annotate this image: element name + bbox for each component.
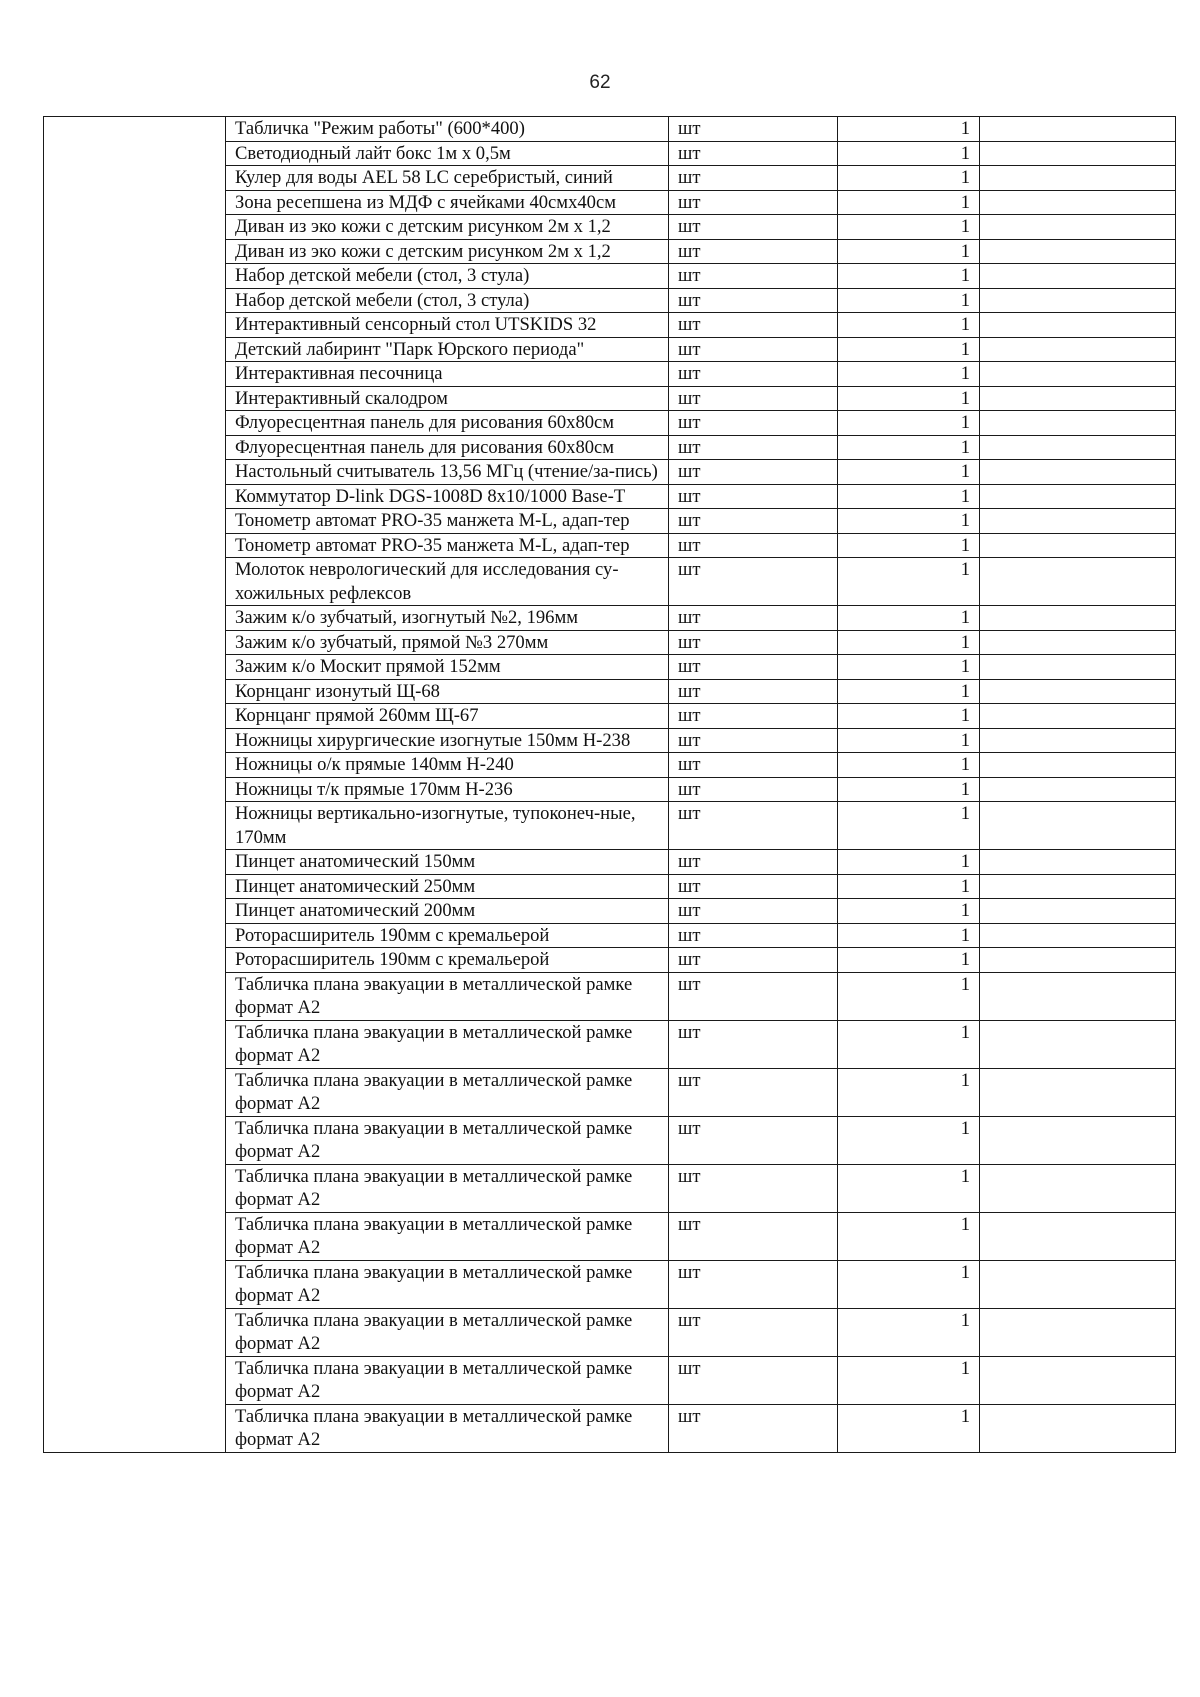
item-qty-cell: 1	[838, 802, 980, 850]
items-table-body	[44, 117, 1176, 1453]
item-note-cell	[980, 460, 1176, 485]
item-name-cell: Тонометр автомат PRO-35 манжета M-L, адап-тер	[226, 509, 669, 534]
item-unit-cell: шт	[669, 923, 838, 948]
item-unit-cell: шт	[669, 972, 838, 1020]
item-unit-cell: шт	[669, 1116, 838, 1164]
item-name-cell: Пинцет анатомический 150мм	[226, 850, 669, 875]
item-qty-cell: 1	[838, 1020, 980, 1068]
item-unit-cell: шт	[669, 1356, 838, 1404]
item-name-cell: Кулер для воды AEL 58 LC серебристый, синий	[226, 166, 669, 191]
item-unit-cell: шт	[669, 948, 838, 973]
item-note-cell	[980, 141, 1176, 166]
item-qty-cell: 1	[838, 166, 980, 191]
item-name-cell: Интерактивная песочница	[226, 362, 669, 387]
item-qty-cell: 1	[838, 411, 980, 436]
item-name-cell: Диван из эко кожи с детским рисунком 2м х 1,2	[226, 239, 669, 264]
item-qty-cell: 1	[838, 1212, 980, 1260]
item-name-cell: Табличка плана эвакуации в металлической рамке формат А2	[226, 1164, 669, 1212]
item-qty-cell: 1	[838, 386, 980, 411]
item-note-cell	[980, 630, 1176, 655]
item-qty-cell: 1	[838, 972, 980, 1020]
item-unit-cell: шт	[669, 337, 838, 362]
item-unit-cell: шт	[669, 288, 838, 313]
item-qty-cell: 1	[838, 509, 980, 534]
item-unit-cell: шт	[669, 166, 838, 191]
item-name-cell: Пинцет анатомический 250мм	[226, 874, 669, 899]
item-qty-cell: 1	[838, 264, 980, 289]
item-name-cell: Диван из эко кожи с детским рисунком 2м х 1,2	[226, 215, 669, 240]
item-unit-cell: шт	[669, 704, 838, 729]
item-qty-cell: 1	[838, 190, 980, 215]
item-qty-cell: 1	[838, 141, 980, 166]
item-unit-cell: шт	[669, 362, 838, 387]
item-unit-cell: шт	[669, 753, 838, 778]
item-name-cell: Корнцанг изонутый Щ-68	[226, 679, 669, 704]
item-note-cell	[980, 386, 1176, 411]
item-qty-cell: 1	[838, 337, 980, 362]
item-qty-cell: 1	[838, 1164, 980, 1212]
item-note-cell	[980, 1068, 1176, 1116]
item-note-cell	[980, 313, 1176, 338]
item-qty-cell: 1	[838, 1308, 980, 1356]
item-qty-cell: 1	[838, 558, 980, 606]
item-note-cell	[980, 190, 1176, 215]
item-note-cell	[980, 923, 1176, 948]
item-note-cell	[980, 728, 1176, 753]
item-name-cell: Табличка плана эвакуации в металлической рамке формат А2	[226, 1020, 669, 1068]
item-name-cell: Интерактивный скалодром	[226, 386, 669, 411]
item-note-cell	[980, 484, 1176, 509]
item-unit-cell: шт	[669, 215, 838, 240]
item-unit-cell: шт	[669, 386, 838, 411]
item-qty-cell: 1	[838, 1116, 980, 1164]
item-note-cell	[980, 533, 1176, 558]
item-unit-cell: шт	[669, 484, 838, 509]
item-unit-cell: шт	[669, 1308, 838, 1356]
item-name-cell: Набор детской мебели (стол, 3 стула)	[226, 288, 669, 313]
item-unit-cell: шт	[669, 1404, 838, 1452]
item-unit-cell: шт	[669, 117, 838, 142]
item-qty-cell: 1	[838, 239, 980, 264]
item-name-cell: Ножницы вертикально-изогнутые, тупоконеч-ные, 170мм	[226, 802, 669, 850]
item-name-cell: Роторасширитель 190мм с кремальерой	[226, 923, 669, 948]
item-unit-cell: шт	[669, 777, 838, 802]
item-qty-cell: 1	[838, 630, 980, 655]
item-unit-cell: шт	[669, 655, 838, 680]
item-qty-cell: 1	[838, 923, 980, 948]
item-note-cell	[980, 704, 1176, 729]
item-note-cell	[980, 166, 1176, 191]
item-qty-cell: 1	[838, 948, 980, 973]
item-unit-cell: шт	[669, 460, 838, 485]
item-name-cell: Детский лабиринт "Парк Юрского периода"	[226, 337, 669, 362]
item-note-cell	[980, 679, 1176, 704]
item-name-cell: Набор детской мебели (стол, 3 стула)	[226, 264, 669, 289]
item-unit-cell: шт	[669, 533, 838, 558]
item-name-cell: Настольный считыватель 13,56 МГц (чтение/за-пись)	[226, 460, 669, 485]
item-qty-cell: 1	[838, 606, 980, 631]
item-unit-cell: шт	[669, 313, 838, 338]
page-number: 62	[589, 72, 611, 93]
item-qty-cell: 1	[838, 777, 980, 802]
item-name-cell: Табличка плана эвакуации в металлической рамке формат А2	[226, 1356, 669, 1404]
item-note-cell	[980, 362, 1176, 387]
item-name-cell: Флуоресцентная панель для рисования 60х80см	[226, 435, 669, 460]
item-name-cell: Светодиодный лайт бокс 1м х 0,5м	[226, 141, 669, 166]
items-table	[43, 116, 1176, 1453]
item-note-cell	[980, 850, 1176, 875]
item-qty-cell: 1	[838, 362, 980, 387]
item-name-cell: Молоток неврологический для исследования су-хожильных рефлексов	[226, 558, 669, 606]
item-note-cell	[980, 509, 1176, 534]
item-name-cell: Табличка "Режим работы" (600*400)	[226, 117, 669, 142]
item-qty-cell: 1	[838, 460, 980, 485]
item-note-cell	[980, 239, 1176, 264]
item-note-cell	[980, 655, 1176, 680]
item-name-cell: Табличка плана эвакуации в металлической рамке формат А2	[226, 1212, 669, 1260]
item-note-cell	[980, 117, 1176, 142]
item-note-cell	[980, 1212, 1176, 1260]
item-unit-cell: шт	[669, 1164, 838, 1212]
item-qty-cell: 1	[838, 899, 980, 924]
item-unit-cell: шт	[669, 728, 838, 753]
item-name-cell: Зажим к/о зубчатый, изогнутый №2, 196мм	[226, 606, 669, 631]
item-qty-cell: 1	[838, 728, 980, 753]
item-name-cell: Табличка плана эвакуации в металлической рамке формат А2	[226, 1068, 669, 1116]
item-name-cell: Зажим к/о Москит прямой 152мм	[226, 655, 669, 680]
item-name-cell: Тонометр автомат PRO-35 манжета M-L, адап-тер	[226, 533, 669, 558]
item-note-cell	[980, 1356, 1176, 1404]
item-qty-cell: 1	[838, 288, 980, 313]
item-unit-cell: шт	[669, 606, 838, 631]
item-qty-cell: 1	[838, 117, 980, 142]
item-unit-cell: шт	[669, 874, 838, 899]
item-note-cell	[980, 948, 1176, 973]
item-name-cell: Зажим к/о зубчатый, прямой №3 270мм	[226, 630, 669, 655]
item-unit-cell: шт	[669, 1212, 838, 1260]
item-name-cell: Пинцет анатомический 200мм	[226, 899, 669, 924]
item-unit-cell: шт	[669, 1068, 838, 1116]
item-name-cell: Табличка плана эвакуации в металлической рамке формат А2	[226, 1404, 669, 1452]
item-name-cell: Табличка плана эвакуации в металлической рамке формат А2	[226, 1308, 669, 1356]
item-qty-cell: 1	[838, 1068, 980, 1116]
item-qty-cell: 1	[838, 1260, 980, 1308]
item-note-cell	[980, 337, 1176, 362]
item-name-cell: Ножницы о/к прямые 140мм Н-240	[226, 753, 669, 778]
item-qty-cell: 1	[838, 753, 980, 778]
item-unit-cell: шт	[669, 411, 838, 436]
item-name-cell: Флуоресцентная панель для рисования 60х80см	[226, 411, 669, 436]
item-note-cell	[980, 264, 1176, 289]
item-name-cell: Табличка плана эвакуации в металлической рамке формат А2	[226, 972, 669, 1020]
item-unit-cell: шт	[669, 899, 838, 924]
item-note-cell	[980, 606, 1176, 631]
item-note-cell	[980, 288, 1176, 313]
item-qty-cell: 1	[838, 1356, 980, 1404]
item-note-cell	[980, 558, 1176, 606]
item-unit-cell: шт	[669, 141, 838, 166]
item-unit-cell: шт	[669, 435, 838, 460]
item-note-cell	[980, 435, 1176, 460]
item-unit-cell: шт	[669, 630, 838, 655]
item-name-cell: Зона ресепшена из МДФ с ячейками 40смх40см	[226, 190, 669, 215]
item-note-cell	[980, 1164, 1176, 1212]
item-name-cell: Коммутатор D-link DGS-1008D 8x10/1000 Base-T	[226, 484, 669, 509]
item-name-cell: Ножницы т/к прямые 170мм Н-236	[226, 777, 669, 802]
item-name-cell: Интерактивный сенсорный стол UTSKIDS 32	[226, 313, 669, 338]
item-qty-cell: 1	[838, 1404, 980, 1452]
item-qty-cell: 1	[838, 484, 980, 509]
item-name-cell: Корнцанг прямой 260мм Щ-67	[226, 704, 669, 729]
item-unit-cell: шт	[669, 264, 838, 289]
item-qty-cell: 1	[838, 533, 980, 558]
item-note-cell	[980, 1260, 1176, 1308]
item-note-cell	[980, 215, 1176, 240]
item-unit-cell: шт	[669, 558, 838, 606]
table-row	[44, 117, 1176, 142]
item-unit-cell: шт	[669, 190, 838, 215]
item-unit-cell: шт	[669, 802, 838, 850]
item-name-cell: Роторасширитель 190мм с кремальерой	[226, 948, 669, 973]
item-note-cell	[980, 411, 1176, 436]
item-note-cell	[980, 899, 1176, 924]
item-unit-cell: шт	[669, 509, 838, 534]
item-note-cell	[980, 972, 1176, 1020]
item-name-cell: Табличка плана эвакуации в металлической рамке формат А2	[226, 1116, 669, 1164]
item-qty-cell: 1	[838, 874, 980, 899]
item-qty-cell: 1	[838, 655, 980, 680]
item-note-cell	[980, 777, 1176, 802]
item-unit-cell: шт	[669, 679, 838, 704]
item-note-cell	[980, 1404, 1176, 1452]
item-qty-cell: 1	[838, 313, 980, 338]
item-note-cell	[980, 1116, 1176, 1164]
item-qty-cell: 1	[838, 215, 980, 240]
item-note-cell	[980, 802, 1176, 850]
item-qty-cell: 1	[838, 435, 980, 460]
item-unit-cell: шт	[669, 1020, 838, 1068]
item-unit-cell: шт	[669, 239, 838, 264]
item-unit-cell: шт	[669, 850, 838, 875]
item-note-cell	[980, 1020, 1176, 1068]
item-note-cell	[980, 753, 1176, 778]
item-name-cell: Табличка плана эвакуации в металлической рамке формат А2	[226, 1260, 669, 1308]
section-cell	[44, 117, 226, 1453]
item-note-cell	[980, 1308, 1176, 1356]
item-qty-cell: 1	[838, 704, 980, 729]
item-unit-cell: шт	[669, 1260, 838, 1308]
item-name-cell: Ножницы хирургические изогнутые 150мм Н-238	[226, 728, 669, 753]
item-qty-cell: 1	[838, 850, 980, 875]
item-note-cell	[980, 874, 1176, 899]
item-qty-cell: 1	[838, 679, 980, 704]
